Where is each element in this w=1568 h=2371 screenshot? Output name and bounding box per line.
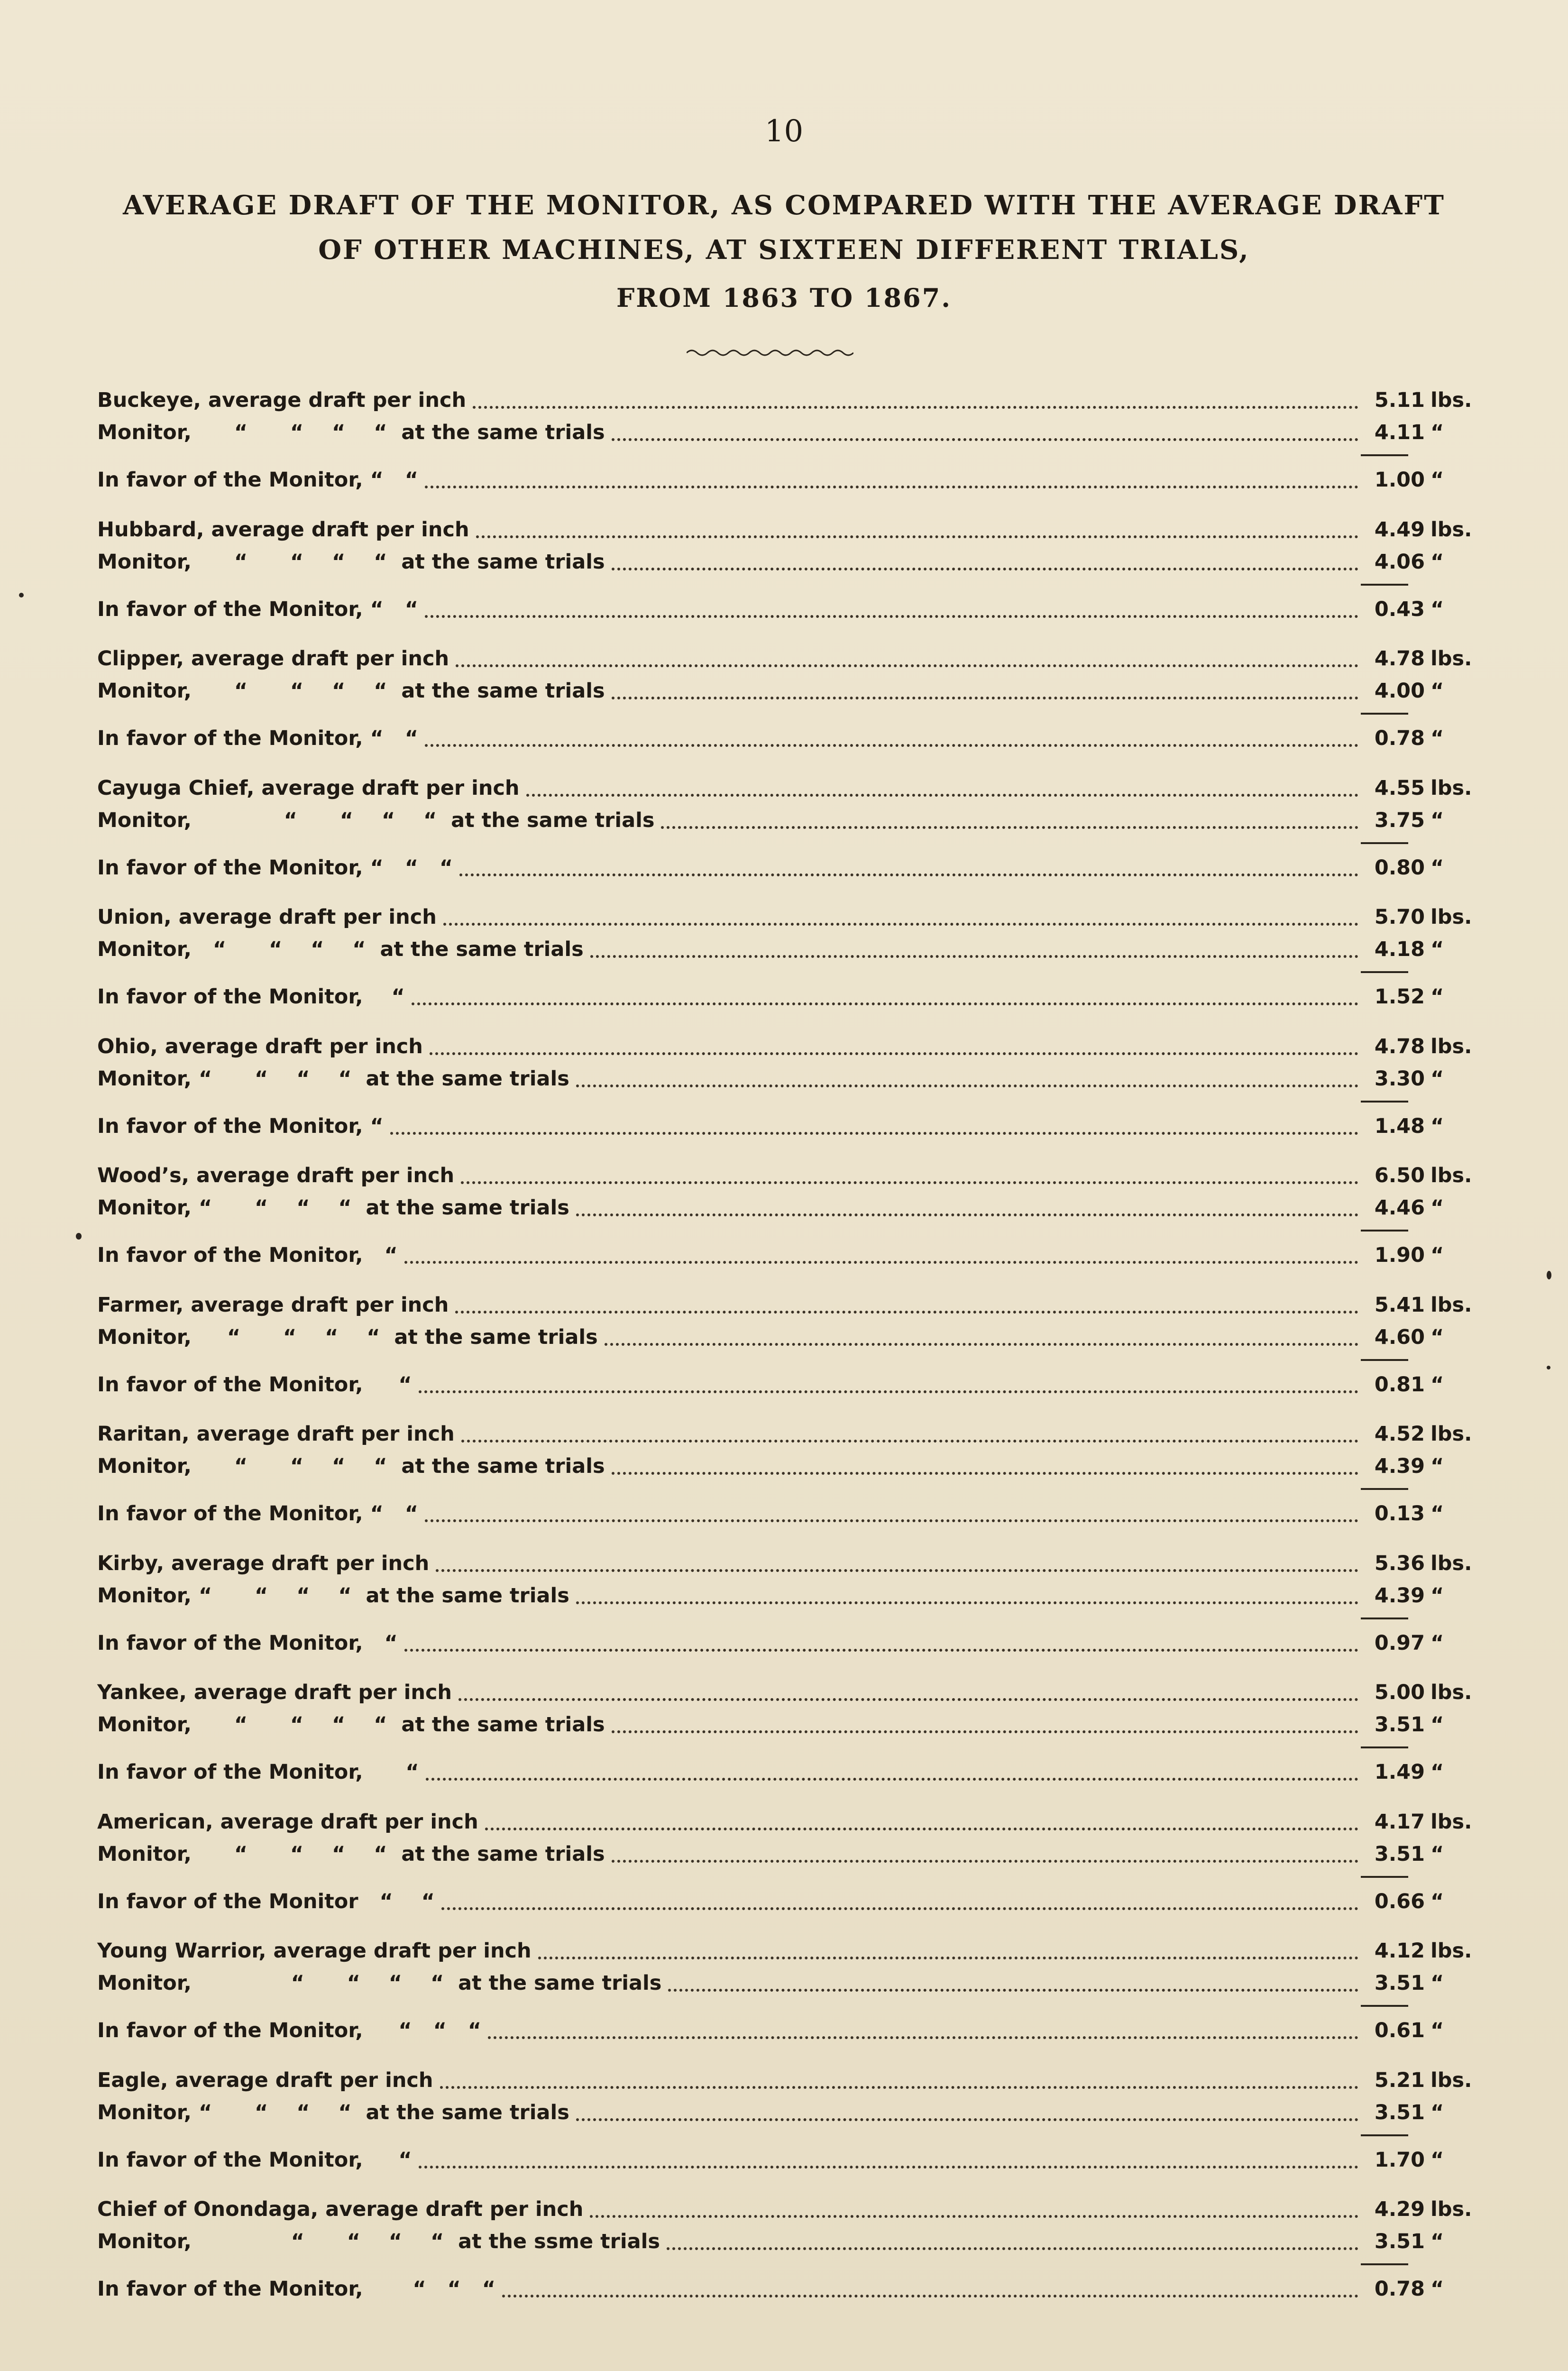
machine-unit: lbs.	[1430, 1939, 1472, 1963]
monitor-row	[88, 805, 1463, 836]
favor-row	[88, 1628, 1463, 1658]
sum-rule	[1361, 2005, 1408, 2007]
monitor-unit: “	[1430, 1842, 1444, 1866]
dot-leader	[426, 1778, 1358, 1781]
dot-leader	[443, 923, 1358, 926]
machine-row	[88, 385, 1472, 415]
monitor-unit: “	[1430, 1325, 1444, 1349]
monitor-row	[88, 1064, 1463, 1094]
monitor-row	[88, 1839, 1463, 1869]
favor-row	[88, 1886, 1463, 1917]
favor-row	[88, 723, 1463, 754]
paper-speck	[76, 1233, 82, 1240]
monitor-value: 4.00	[1374, 679, 1425, 703]
monitor-label: Monitor, “ “ “ “ at the same trials	[97, 1066, 569, 1091]
monitor-value: 4.39	[1374, 1454, 1425, 1478]
machine-label: Cayuga Chief, average draft per inch	[97, 776, 520, 800]
favor-unit: “	[1430, 2148, 1444, 2172]
monitor-value: 4.11	[1374, 421, 1425, 444]
monitor-unit: “	[1430, 421, 1444, 444]
favor-value: 0.43	[1374, 597, 1425, 621]
dot-leader	[404, 1261, 1358, 1264]
machine-label: American, average draft per inch	[97, 1810, 478, 1834]
paper-speck	[19, 593, 24, 597]
favor-value: 0.66	[1374, 1889, 1425, 1913]
dot-leader	[455, 1311, 1358, 1314]
favor-unit: “	[1430, 1889, 1444, 1913]
dot-leader	[430, 1052, 1358, 1055]
favor-value: 0.80	[1374, 855, 1425, 880]
favor-label: In favor of the Monitor, “	[97, 1631, 398, 1655]
favor-label: In favor of the Monitor, “	[97, 2148, 412, 2172]
favor-unit: “	[1430, 2019, 1444, 2042]
favor-value: 0.13	[1374, 1502, 1425, 1526]
dot-leader	[590, 955, 1358, 958]
favor-unit: “	[1430, 726, 1444, 750]
machine-row	[88, 515, 1472, 545]
dot-leader	[441, 1907, 1358, 1910]
machine-unit: lbs.	[1430, 1164, 1472, 1187]
favor-unit: “	[1430, 1502, 1444, 1526]
machine-value: 4.29	[1374, 2197, 1425, 2221]
favor-label: In favor of the Monitor, “	[97, 1760, 419, 1784]
dot-leader	[458, 1698, 1358, 1701]
sum-rule	[1361, 454, 1408, 456]
monitor-unit: “	[1430, 808, 1444, 832]
favor-value: 1.90	[1374, 1243, 1425, 1267]
page-title-line-3: FROM 1863 TO 1867.	[616, 283, 952, 313]
dot-leader	[461, 1181, 1358, 1184]
sum-rule	[1361, 584, 1408, 586]
machine-unit: lbs.	[1430, 2197, 1472, 2221]
favor-label: In favor of the Monitor, “ “	[97, 468, 418, 492]
monitor-row	[88, 1968, 1463, 1998]
favor-unit: “	[1430, 1243, 1444, 1267]
sum-rule	[1361, 1746, 1408, 1748]
monitor-label: Monitor, “ “ “ “ at the same trials	[97, 550, 605, 574]
monitor-row	[88, 547, 1463, 577]
monitor-value: 3.30	[1374, 1066, 1425, 1091]
dot-leader	[419, 1390, 1358, 1393]
favor-value: 0.78	[1374, 726, 1425, 750]
dot-leader	[612, 1860, 1358, 1863]
monitor-label: Monitor, “ “ “ “ at the same trials	[97, 421, 605, 444]
dot-leader	[459, 873, 1358, 876]
monitor-value: 3.51	[1374, 1842, 1425, 1866]
dot-leader	[440, 2086, 1358, 2089]
machine-value: 5.70	[1374, 905, 1425, 929]
favor-value: 0.81	[1374, 1372, 1425, 1397]
favor-unit: “	[1430, 1372, 1444, 1397]
monitor-unit: “	[1430, 2230, 1444, 2253]
dot-leader	[390, 1132, 1358, 1135]
favor-label: In favor of the Monitor, “ “ “	[97, 855, 453, 880]
sum-rule	[1361, 1876, 1408, 1878]
monitor-unit: “	[1430, 1196, 1444, 1220]
monitor-unit: “	[1430, 937, 1444, 961]
monitor-label: Monitor, “ “ “ “ at the same trials	[97, 1842, 605, 1866]
favor-value: 1.49	[1374, 1760, 1425, 1784]
machine-row	[88, 773, 1472, 803]
favor-row	[88, 594, 1463, 625]
dot-leader	[461, 1440, 1358, 1443]
monitor-label: Monitor, “ “ “ “ at the same trials	[97, 679, 605, 703]
favor-value: 1.48	[1374, 1114, 1425, 1138]
machine-unit: lbs.	[1430, 647, 1472, 671]
monitor-value: 3.51	[1374, 2230, 1425, 2253]
machine-label: Hubbard, average draft per inch	[97, 517, 469, 542]
machine-unit: lbs.	[1430, 776, 1472, 800]
favor-unit: “	[1430, 597, 1444, 621]
dot-leader	[425, 486, 1358, 488]
monitor-unit: “	[1430, 1454, 1444, 1478]
dot-leader	[404, 1649, 1358, 1652]
page-title-line-1: AVERAGE DRAFT OF THE MONITOR, AS COMPARED WITH THE AVERAGE DRAFT	[123, 190, 1445, 221]
dot-leader	[576, 1084, 1358, 1087]
dot-leader	[612, 1730, 1358, 1733]
dot-leader	[612, 438, 1358, 441]
favor-unit: “	[1430, 1760, 1444, 1784]
favor-row	[88, 2015, 1463, 2046]
machine-unit: lbs.	[1430, 517, 1472, 542]
sum-rule	[1361, 2134, 1408, 2136]
machine-unit: lbs.	[1430, 1034, 1472, 1058]
monitor-unit: “	[1430, 1066, 1444, 1091]
machine-row	[88, 1548, 1472, 1579]
machine-label: Yankee, average draft per inch	[97, 1681, 452, 1704]
machine-value: 4.78	[1374, 647, 1425, 671]
favor-value: 0.61	[1374, 2019, 1425, 2042]
machine-label: Young Warrior, average draft per inch	[97, 1939, 532, 1963]
dot-leader	[538, 1957, 1358, 1959]
favor-row	[88, 1111, 1463, 1141]
machine-row	[88, 902, 1472, 932]
monitor-unit: “	[1430, 2100, 1444, 2124]
dot-leader	[661, 826, 1358, 829]
favor-row	[88, 1240, 1463, 1270]
dot-leader	[612, 1472, 1358, 1475]
favor-unit: “	[1430, 468, 1444, 492]
favor-unit: “	[1430, 1631, 1444, 1655]
machine-value: 4.78	[1374, 1034, 1425, 1058]
machine-label: Chief of Onondaga, average draft per inch	[97, 2197, 584, 2221]
favor-label: In favor of the Monitor, “	[97, 1372, 412, 1397]
machine-row	[88, 1290, 1472, 1320]
machine-row	[88, 1419, 1472, 1449]
dot-leader	[576, 1213, 1358, 1216]
monitor-label: Monitor, “ “ “ “ at the same trials	[97, 1713, 605, 1737]
machine-row	[88, 643, 1472, 674]
favor-row	[88, 1498, 1463, 1529]
monitor-value: 4.39	[1374, 1583, 1425, 1608]
monitor-row	[88, 2226, 1463, 2257]
favor-value: 1.00	[1374, 468, 1425, 492]
sum-rule	[1361, 713, 1408, 715]
dot-leader	[485, 1828, 1358, 1830]
dot-leader	[576, 2118, 1358, 2121]
sum-rule	[1361, 2263, 1408, 2265]
favor-label: In favor of the Monitor, “ “ “	[97, 2277, 495, 2301]
machine-unit: lbs.	[1430, 1551, 1472, 1575]
monitor-row	[88, 1709, 1463, 1740]
machine-value: 5.21	[1374, 2068, 1425, 2092]
machine-value: 5.11	[1374, 388, 1425, 412]
monitor-row	[88, 1322, 1463, 1352]
paper-speck	[1547, 1366, 1550, 1369]
machine-row	[88, 1807, 1472, 1837]
monitor-row	[88, 417, 1463, 448]
monitor-value: 3.51	[1374, 1713, 1425, 1737]
machine-unit: lbs.	[1430, 1681, 1472, 1704]
machine-row	[88, 1936, 1472, 1966]
machine-label: Wood’s, average draft per inch	[97, 1164, 455, 1187]
monitor-value: 3.75	[1374, 808, 1425, 832]
machine-label: Clipper, average draft per inch	[97, 647, 449, 671]
page-number: 10	[764, 114, 804, 149]
sum-rule	[1361, 971, 1408, 973]
dot-leader	[526, 794, 1358, 797]
sum-rule	[1361, 1488, 1408, 1490]
sum-rule	[1361, 1101, 1408, 1103]
sum-rule	[1361, 1617, 1408, 1619]
dot-leader	[473, 406, 1358, 409]
favor-unit: “	[1430, 1114, 1444, 1138]
machine-label: Union, average draft per inch	[97, 905, 437, 929]
machine-row	[88, 1677, 1472, 1708]
machine-value: 5.36	[1374, 1551, 1425, 1575]
dot-leader	[425, 615, 1358, 618]
dot-leader	[667, 2247, 1358, 2250]
monitor-label: Monitor, “ “ “ “ at the same trials	[97, 1971, 662, 1995]
dot-leader	[668, 1989, 1358, 1992]
monitor-row	[88, 1451, 1463, 1481]
monitor-row	[88, 676, 1463, 706]
machine-row	[88, 2194, 1472, 2224]
dot-leader	[576, 1601, 1358, 1604]
monitor-label: Monitor, “ “ “ “ at the same trials	[97, 1583, 569, 1608]
dot-leader	[502, 2295, 1358, 2297]
machine-value: 4.17	[1374, 1810, 1425, 1834]
monitor-row	[88, 2097, 1463, 2128]
paper-speck	[1547, 1271, 1551, 1279]
favor-row	[88, 1757, 1463, 1787]
favor-row	[88, 2145, 1463, 2175]
favor-label: In favor of the Monitor, “ “	[97, 1502, 418, 1526]
monitor-row	[88, 934, 1463, 965]
machine-row	[88, 1031, 1472, 1062]
machine-label: Eagle, average draft per inch	[97, 2068, 433, 2092]
dot-leader	[612, 568, 1358, 570]
monitor-label: Monitor, “ “ “ “ at the same trials	[97, 808, 655, 832]
dot-leader	[488, 2036, 1358, 2039]
favor-unit: “	[1430, 2277, 1444, 2301]
dot-leader	[612, 697, 1358, 699]
dot-leader	[590, 2215, 1358, 2218]
favor-row	[88, 465, 1463, 495]
machine-unit: lbs.	[1430, 1293, 1472, 1317]
monitor-row	[88, 1193, 1463, 1223]
machine-unit: lbs.	[1430, 905, 1472, 929]
machine-unit: lbs.	[1430, 388, 1472, 412]
favor-label: In favor of the Monitor “ “	[97, 1889, 435, 1913]
machine-value: 4.52	[1374, 1422, 1425, 1446]
machine-label: Kirby, average draft per inch	[97, 1551, 430, 1575]
machine-unit: lbs.	[1430, 1422, 1472, 1446]
favor-row	[88, 2274, 1463, 2304]
monitor-label: Monitor, “ “ “ “ at the same trials	[97, 2100, 569, 2124]
favor-label: In favor of the Monitor, “	[97, 985, 405, 1009]
sum-rule	[1361, 1359, 1408, 1361]
favor-unit: “	[1430, 985, 1444, 1009]
machine-value: 5.41	[1374, 1293, 1425, 1317]
sum-rule	[1361, 1230, 1408, 1231]
machine-row	[88, 2065, 1472, 2095]
monitor-value: 4.18	[1374, 937, 1425, 961]
machine-label: Raritan, average draft per inch	[97, 1422, 455, 1446]
favor-label: In favor of the Monitor, “ “	[97, 726, 418, 750]
dot-leader	[476, 535, 1358, 538]
machine-label: Ohio, average draft per inch	[97, 1034, 423, 1058]
monitor-unit: “	[1430, 550, 1444, 574]
favor-row	[88, 853, 1463, 883]
monitor-unit: “	[1430, 679, 1444, 703]
favor-row	[88, 1369, 1463, 1400]
dot-leader	[425, 744, 1358, 747]
dot-leader	[419, 2166, 1358, 2169]
machine-value: 4.49	[1374, 517, 1425, 542]
monitor-label: Monitor, “ “ “ “ at the same trials	[97, 937, 584, 961]
machine-value: 5.00	[1374, 1681, 1425, 1704]
monitor-value: 4.06	[1374, 550, 1425, 574]
dot-leader	[412, 1002, 1358, 1005]
monitor-value: 4.60	[1374, 1325, 1425, 1349]
favor-label: In favor of the Monitor, “	[97, 1114, 384, 1138]
machine-value: 4.55	[1374, 776, 1425, 800]
favor-value: 1.70	[1374, 2148, 1425, 2172]
machine-label: Farmer, average draft per inch	[97, 1293, 449, 1317]
sum-rule	[1361, 842, 1408, 844]
dot-leader	[436, 1569, 1358, 1572]
dot-leader	[456, 664, 1358, 667]
dot-leader	[425, 1519, 1358, 1522]
favor-label: In favor of the Monitor, “ “	[97, 597, 418, 621]
monitor-label: Monitor, “ “ “ “ at the ssme trials	[97, 2230, 660, 2253]
favor-row	[88, 982, 1463, 1012]
machine-label: Buckeye, average draft per inch	[97, 388, 467, 412]
monitor-label: Monitor, “ “ “ “ at the same trials	[97, 1196, 569, 1220]
machine-row	[88, 1160, 1472, 1191]
monitor-value: 4.46	[1374, 1196, 1425, 1220]
monitor-row	[88, 1581, 1463, 1611]
monitor-unit: “	[1430, 1713, 1444, 1737]
dot-leader	[605, 1343, 1358, 1346]
favor-value: 1.52	[1374, 985, 1425, 1009]
favor-unit: “	[1430, 855, 1444, 880]
machine-unit: lbs.	[1430, 2068, 1472, 2092]
machine-unit: lbs.	[1430, 1810, 1472, 1834]
monitor-label: Monitor, “ “ “ “ at the same trials	[97, 1454, 605, 1478]
machine-value: 4.12	[1374, 1939, 1425, 1963]
favor-value: 0.78	[1374, 2277, 1425, 2301]
page-title-line-2: OF OTHER MACHINES, AT SIXTEEN DIFFERENT TRIALS,	[318, 234, 1250, 266]
monitor-unit: “	[1430, 1971, 1444, 1995]
favor-label: In favor of the Monitor, “ “ “	[97, 2019, 482, 2042]
monitor-value: 3.51	[1374, 2100, 1425, 2124]
monitor-value: 3.51	[1374, 1971, 1425, 1995]
monitor-unit: “	[1430, 1583, 1444, 1608]
machine-value: 6.50	[1374, 1164, 1425, 1187]
monitor-label: Monitor, “ “ “ “ at the same trials	[97, 1325, 598, 1349]
favor-label: In favor of the Monitor, “	[97, 1243, 398, 1267]
favor-value: 0.97	[1374, 1631, 1425, 1655]
